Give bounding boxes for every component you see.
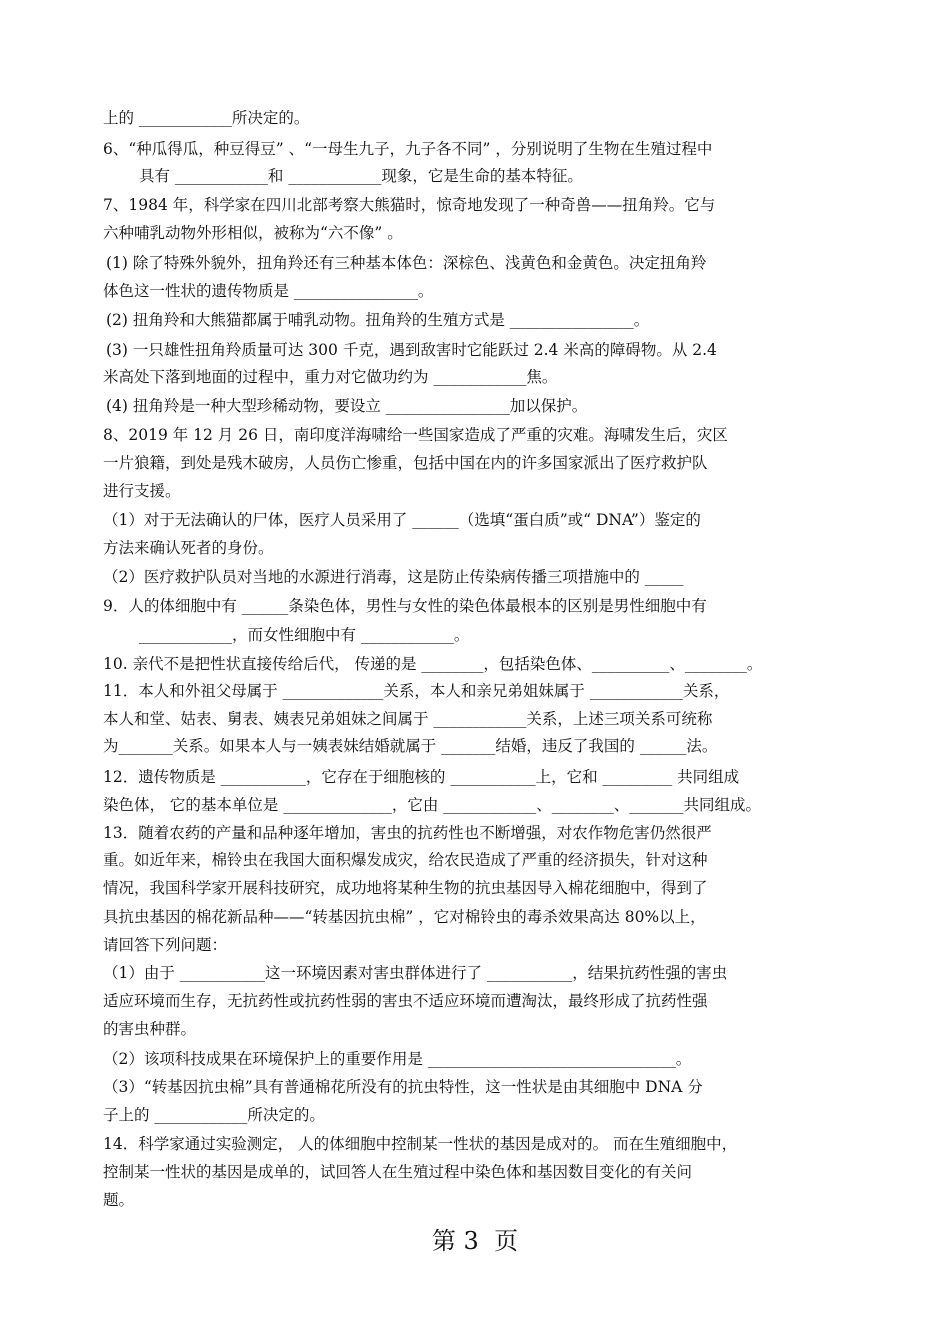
text-line: （1）对于无法确认的尸体，医疗人员采用了 ______（选填“蛋白质”或“ DNA”）鉴定的 (103, 511, 701, 529)
text-line: 情况，我国科学家开展科技研究，成功地将某种生物的抗虫基因导入棉花细胞中，得到了 (103, 879, 708, 897)
text-line: 控制某一性状的基因是成单的，试回答人在生殖过程中染色体和基因数目变化的有关问 (103, 1163, 693, 1181)
text-line: 14．科学家通过实验测定， 人的体细胞中控制某一性状的基因是成对的。 而在生殖细胞中， (103, 1135, 738, 1153)
text-line: 体色这一性状的遗传物质是 ________________。 (103, 282, 434, 300)
text-line: 具有 ____________和 ____________现象，它是生命的基本特征。 (139, 167, 583, 185)
text-line: 重。如近年来，棉铃虫在我国大面积爆发成灾，给农民造成了严重的经济损失，针对这种 (103, 851, 708, 869)
text-line: 7、1984 年，科学家在四川北部考察大熊猫时，惊奇地发现了一种奇兽——扭角羚。它与 (103, 196, 716, 214)
text-line: (4) 扭角羚是一种大型珍稀动物，要设立 ________________加以保护。 (106, 397, 588, 415)
text-line: 染色体， 它的基本单位是 ______________，它由 ____________、________、_______共同组成。 (103, 796, 762, 814)
text-line: 11．本人和外祖父母属于 _____________关系，本人和亲兄弟姐妹属于 ____________关系， (103, 682, 730, 700)
text-line: 10. 亲代不是把性状直接传给后代， 传递的是 ________，包括染色体、__________、________。 (103, 655, 763, 673)
text-line: 本人和堂、姑表、舅表、姨表兄弟姐妹之间属于 ____________关系，上述三项关系可统称 (103, 710, 713, 728)
text-line: 米高处下落到地面的过程中，重力对它做功约为 ____________焦。 (103, 368, 558, 386)
text-line: 13．随着农药的产量和品种逐年增加，害虫的抗药性也不断增强，对农作物危害仍然很严 (103, 824, 712, 842)
text-line: 适应环境而生存，无抗药性或抗药性弱的害虫不适应环境而遭淘汰，最终形成了抗药性强 (103, 992, 708, 1010)
text-line: 上的 ____________所决定的。 (103, 109, 310, 127)
text-line: （3）“转基因抗虫棉”具有普通棉花所没有的抗虫特性，这一性状是由其细胞中 DNA 分 (103, 1078, 703, 1096)
text-line: ____________，而女性细胞中有 ____________。 (139, 626, 470, 644)
text-line: （2）医疗救护队员对当地的水源进行消毒，这是防止传染病传播三项措施中的 _____ (103, 568, 684, 586)
text-line: 方法来确认死者的身份。 (103, 539, 274, 557)
text-line: 12．遗传物质是 ___________，它存在于细胞核的 ___________上，它和 _________ 共同组成 (103, 768, 740, 786)
text-line: 具抗虫基因的棉花新品种——“转基因抗虫棉” ，它对棉铃虫的毒杀效果高达 80%以上， (103, 908, 706, 926)
text-line: 为_______关系。如果本人与一姨表妹结婚就属于 _______结婚，违反了我国的 ______法。 (103, 737, 718, 755)
text-line: 六种哺乳动物外形相似，被称为“六不像” 。 (103, 224, 403, 242)
page-number: 第 3 页 (431, 1227, 519, 1255)
text-line: 8、2019 年 12 月 26 日，南印度洋海啸给一些国家造成了严重的灾难。海啸发生后，灾区 (103, 426, 728, 444)
text-line: 一片狼籍，到处是残木破房，人员伤亡惨重，包括中国在内的许多国家派出了医疗救护队 (103, 454, 708, 472)
text-line: 9．人的体细胞中有 ______条染色体，男性与女性的染色体最根本的区别是男性细胞中有 (103, 597, 707, 615)
text-line: (1) 除了特殊外貌外，扭角羚还有三种基本体色：深棕色、浅黄色和金黄色。决定扭角羚 (106, 254, 707, 272)
text-line: (3) 一只雄性扭角羚质量可达 300 千克，遇到敌害时它能跃过 2.4 米高的障碍物。从 2.4 (106, 341, 717, 359)
text-line: 请回答下列问题： (103, 936, 228, 954)
text-line: 的害虫种群。 (103, 1020, 197, 1038)
text-line: (2) 扭角羚和大熊猫都属于哺乳动物。扭角羚的生殖方式是 ________________。 (106, 311, 650, 329)
text-line: 题。 (103, 1191, 135, 1209)
text-line: 进行支援。 (103, 482, 181, 500)
text-line: （2）该项科技成果在环境保护上的重要作用是 ________________________________。 (103, 1050, 692, 1068)
text-line: （1）由于 ___________这一环境因素对害虫群体进行了 ___________，结果抗药性强的害虫 (103, 964, 728, 982)
text-line: 6、“种瓜得瓜，种豆得豆” 、“一母生九子，九子各不同” ，分别说明了生物在生殖过程中 (103, 140, 713, 158)
text-line: 子上的 ____________所决定的。 (103, 1106, 325, 1124)
